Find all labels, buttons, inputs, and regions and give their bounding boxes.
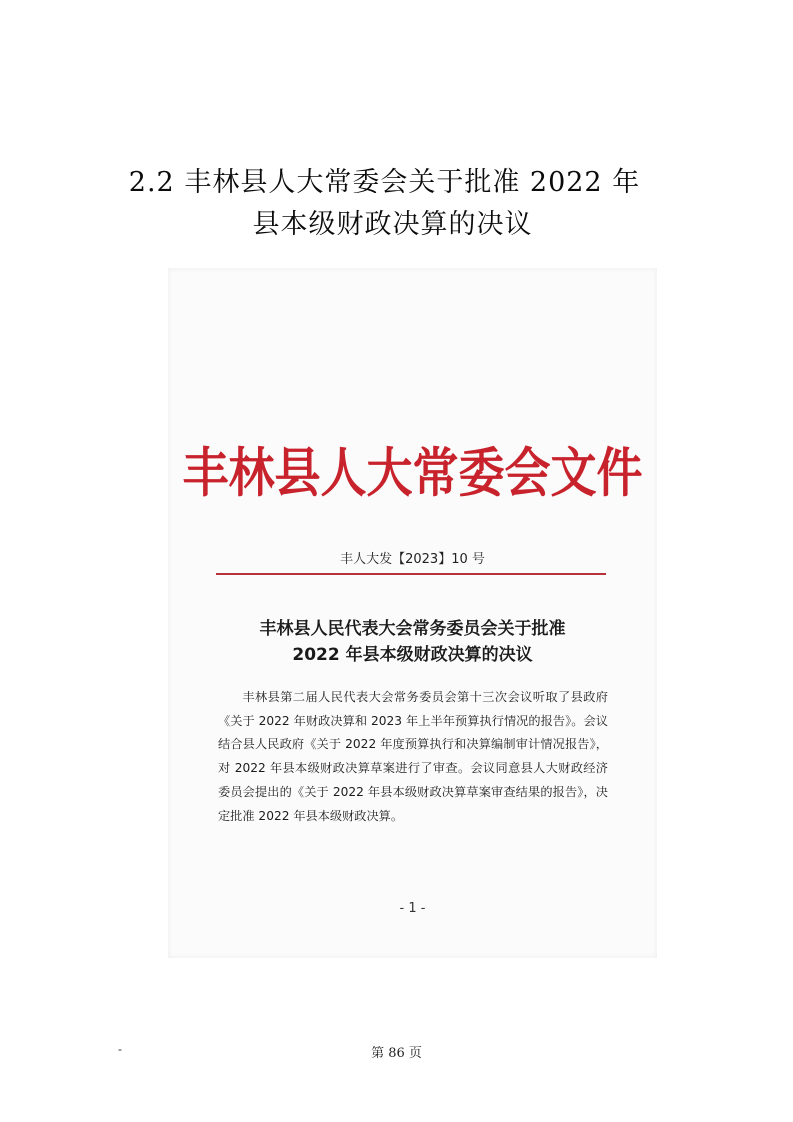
scan-page-number: - 1 - — [399, 901, 426, 916]
resolution-title-line-2: 2022 年县本级财政决算的决议 — [292, 645, 533, 665]
footer-mark: - — [118, 1042, 122, 1056]
resolution-title-line-1: 丰林县人民代表大会常务委员会关于批准 — [259, 619, 566, 639]
resolution-body: 丰林县第二届人民代表大会常务委员会第十三次会议听取了县政府《关于 2022 年财政决算和 2023 年上半年预算执行情况的报告》。会议结合县人民政府《关于 2022 年度预算执行和决算编制审计情况报告》，对 2022 年县本级财政决算草案进行了审查。会议同意县人大财政经济委员会提出的《关于 2022 年县本级财政决算草案审查结果的报告》，决定批准 2022 年县本级财政决算。 — [218, 690, 608, 823]
document-number: 丰人大发【2023】10 号 — [340, 552, 485, 567]
document-masthead: 丰林县人大常委会文件 — [182, 441, 643, 504]
footer-page-number: 第 86 页 — [371, 1046, 422, 1061]
section-heading-line-1: 2.2 丰林县人大常委会关于批准 2022 年 — [128, 167, 641, 198]
section-heading-line-2: 县本级财政决算的决议 — [252, 209, 533, 240]
scanned-document — [168, 268, 657, 958]
masthead-divider — [216, 573, 606, 575]
